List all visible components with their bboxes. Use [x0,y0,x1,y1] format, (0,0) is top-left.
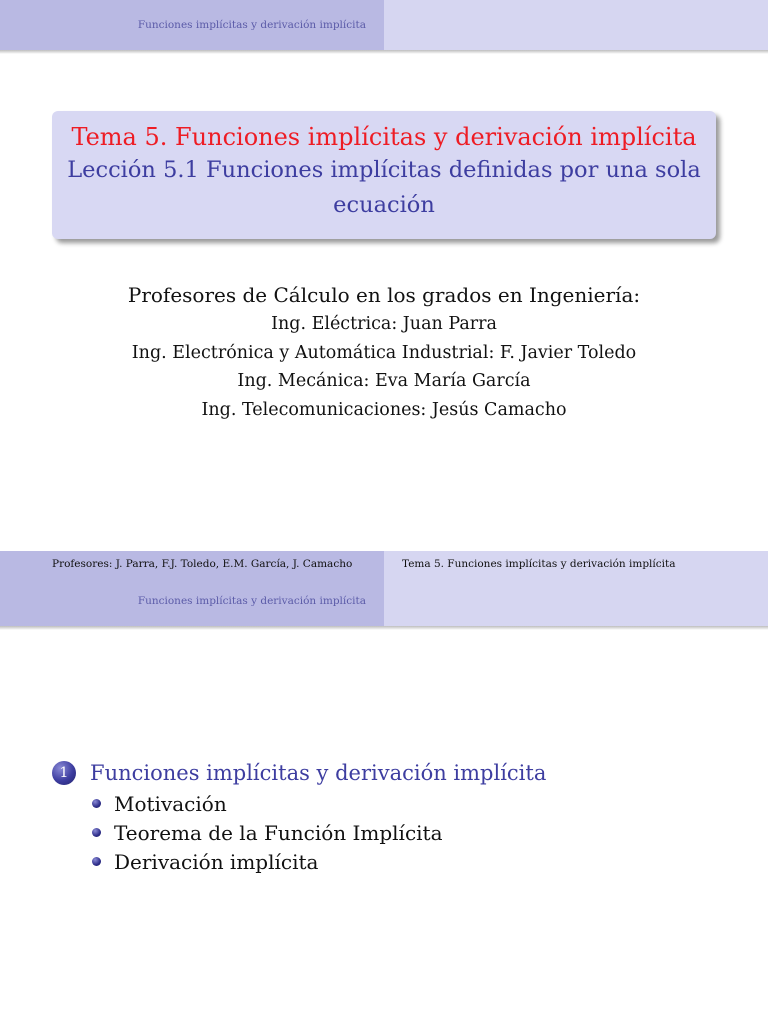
author-line: Ing. Electrónica y Automática Industrial: F. Javier Toledo [131,342,637,363]
outline-subsection-item[interactable] [92,818,546,847]
title-box [52,111,716,239]
headline-section-name[interactable]: Funciones implícitas y derivación implícita [137,595,366,607]
bullet-icon [92,857,101,866]
headline-section-name[interactable]: Funciones implícitas y derivación implícita [137,19,366,31]
author-line: Ing. Eléctrica: Juan Parra [271,314,497,334]
section-number-ball [52,761,76,785]
outline-section-title[interactable]: Funciones implícitas y derivación implícita [90,761,547,785]
headline-left-panel [0,576,384,626]
slide1-headline-bar [0,0,768,50]
outline-subsection-item[interactable] [92,789,546,818]
footline-authors: Profesores: J. Parra, F.J. Toledo, E.M. García, J. Camacho [52,557,353,570]
headline-right-panel [384,576,768,626]
outline-subsection-label[interactable]: Teorema de la Función Implícita [114,820,443,845]
authors-block [0,280,768,424]
footline-authors-panel [0,551,384,576]
outline-subsection-label[interactable]: Motivación [114,791,227,816]
outline-subsection-item[interactable] [92,847,546,876]
footline-title: Tema 5. Funciones implícitas y derivación implícita [402,557,676,570]
slide1-footline [0,551,768,576]
slide2-headline-bar [0,576,768,626]
author-line: Ing. Telecomunicaciones: Jesús Camacho [201,399,567,420]
headline-left-panel [0,0,384,50]
headline-shadow [0,626,768,630]
headline-shadow [0,50,768,54]
author-line: Ing. Mecánica: Eva María García [237,371,531,391]
bullet-icon [92,799,101,808]
footline-title-panel [384,551,768,576]
tema-title: Tema 5. Funciones implícitas y derivación implícita [71,123,697,151]
section-number: 1 [59,765,69,781]
bullet-icon [92,828,101,837]
outline-subsection-label[interactable]: Derivación implícita [114,849,319,874]
outline [52,757,546,876]
headline-right-panel [384,0,768,50]
authors-lead: Profesores de Cálculo en los grados en Ingeniería: [127,283,641,307]
outline-section-item[interactable] [52,757,546,789]
leccion-title: Lección 5.1 Funciones implícitas definidas por una sola ecuación [67,157,701,218]
